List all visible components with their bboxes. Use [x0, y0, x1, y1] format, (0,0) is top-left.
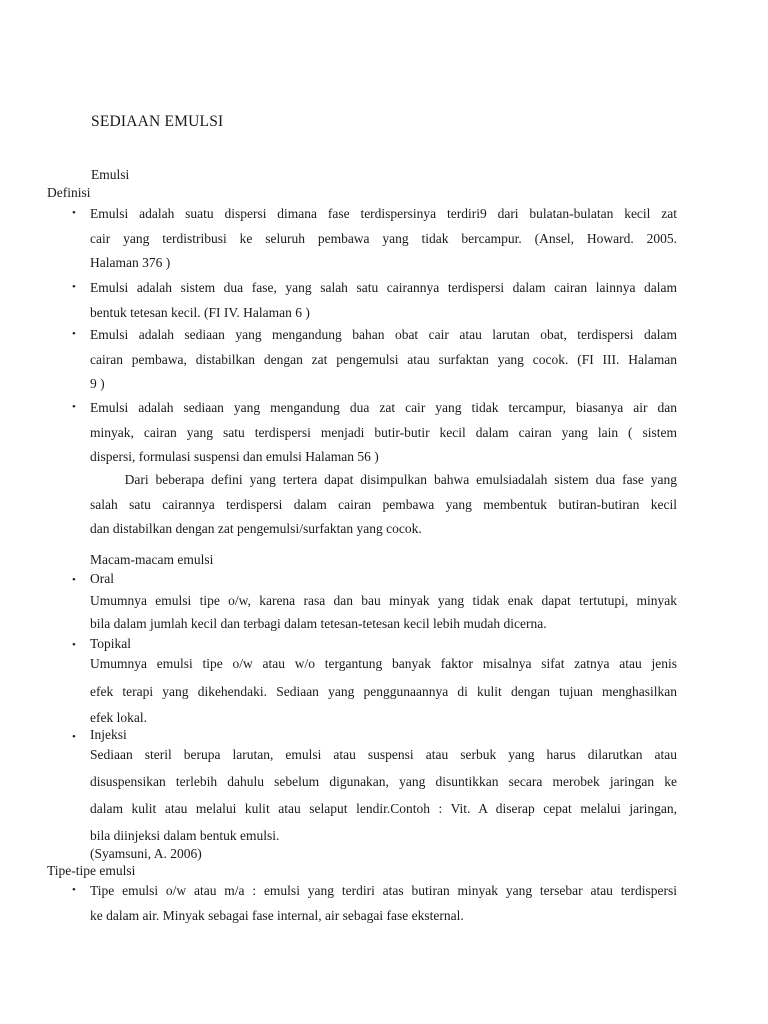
type-name-topikal: Topikal: [90, 636, 132, 651]
bullet-icon: •: [72, 401, 76, 413]
bullet-icon: •: [72, 884, 76, 896]
definition-item: Emulsi adalah suatu dispersi dimana fase terdispersinya terdiri9 dari bulatan-bulatan kecil zat cair yang terdistribusi ke seluruh pembawa yang tidak bercampur. (Ansel, Howard. 2005. Halaman 376 ): [90, 206, 677, 271]
tipe-heading: Tipe-tipe emulsi: [47, 863, 136, 878]
type-desc-oral: Umumnya emulsi tipe o/w, karena rasa dan bau minyak yang tidak enak dapat tertutupi, minyak bila dalam jumlah kecil dan terbagi dalam tetesan-tetesan kecil lebih mudah dicerna.: [90, 593, 677, 631]
definition-item: Emulsi adalah sistem dua fase, yang salah satu cairannya terdispersi dalam cairan lainnya dalam bentuk tetesan kecil. (FI IV. Halaman 6 ): [90, 280, 677, 320]
section-subtitle: Emulsi: [91, 167, 130, 182]
definition-item: Emulsi adalah sediaan yang mengandung dua zat cair yang tidak tercampur, biasanya air dan minyak, cairan yang satu terdispersi menjadi butir-butir kecil dalam cairan yang lain ( sistem dispersi, formulasi suspensi dan emulsi Halaman 56 ): [90, 400, 677, 465]
bullet-icon: •: [72, 207, 76, 219]
type-desc-injeksi: Sediaan steril berupa larutan, emulsi atau suspensi atau serbuk yang harus dilarutkan atau disuspensikan terlebih dahulu sebelum digunakan, yang disuntikkan secara merobek jaringan ke dalam kulit atau melalui kulit atau selaput lendir.Contoh : Vit. A diserap cepat melalui jaringan, bila diinjeksi dalam bentuk emulsi.: [90, 747, 677, 843]
definition-item: Emulsi adalah sediaan yang mengandung bahan obat cair atau larutan obat, terdispersi dalam cairan pembawa, distabilkan dengan zat pengemulsi atau surfaktan yang cocok. (FI III. Halaman 9 ): [90, 327, 677, 392]
bullet-icon: •: [72, 639, 76, 651]
type-name-oral: Oral: [90, 571, 114, 586]
definisi-heading: Definisi: [47, 185, 91, 200]
citation: (Syamsuni, A. 2006): [90, 846, 202, 861]
conclusion-paragraph: Dari beberapa defini yang tertera dapat disimpulkan bahwa emulsiadalah sistem dua fase yang salah satu cairannya terdispersi dalam cairan pembawa yang membentuk butiran-butiran kecil dan distabilkan dengan zat pengemulsi/surfaktan yang cocok.: [90, 472, 677, 537]
bullet-icon: •: [72, 328, 76, 340]
page-title: SEDIAAN EMULSI: [91, 113, 224, 130]
bullet-icon: •: [72, 731, 76, 743]
tipe-item: Tipe emulsi o/w atau m/a : emulsi yang terdiri atas butiran minyak yang tersebar atau terdispersi ke dalam air. Minyak sebagai fase internal, air sebagai fase eksternal.: [90, 883, 677, 923]
type-desc-topikal: Umumnya emulsi tipe o/w atau w/o tergantung banyak faktor misalnya sifat zatnya atau jenis efek terapi yang dikehendaki. Sediaan yang penggunaannya di kulit dengan tujuan menghasilkan efek lokal.: [90, 656, 677, 725]
bullet-icon: •: [72, 281, 76, 293]
bullet-icon: •: [72, 574, 76, 586]
macam-heading: Macam-macam emulsi: [90, 552, 214, 567]
type-name-injeksi: Injeksi: [90, 727, 127, 742]
